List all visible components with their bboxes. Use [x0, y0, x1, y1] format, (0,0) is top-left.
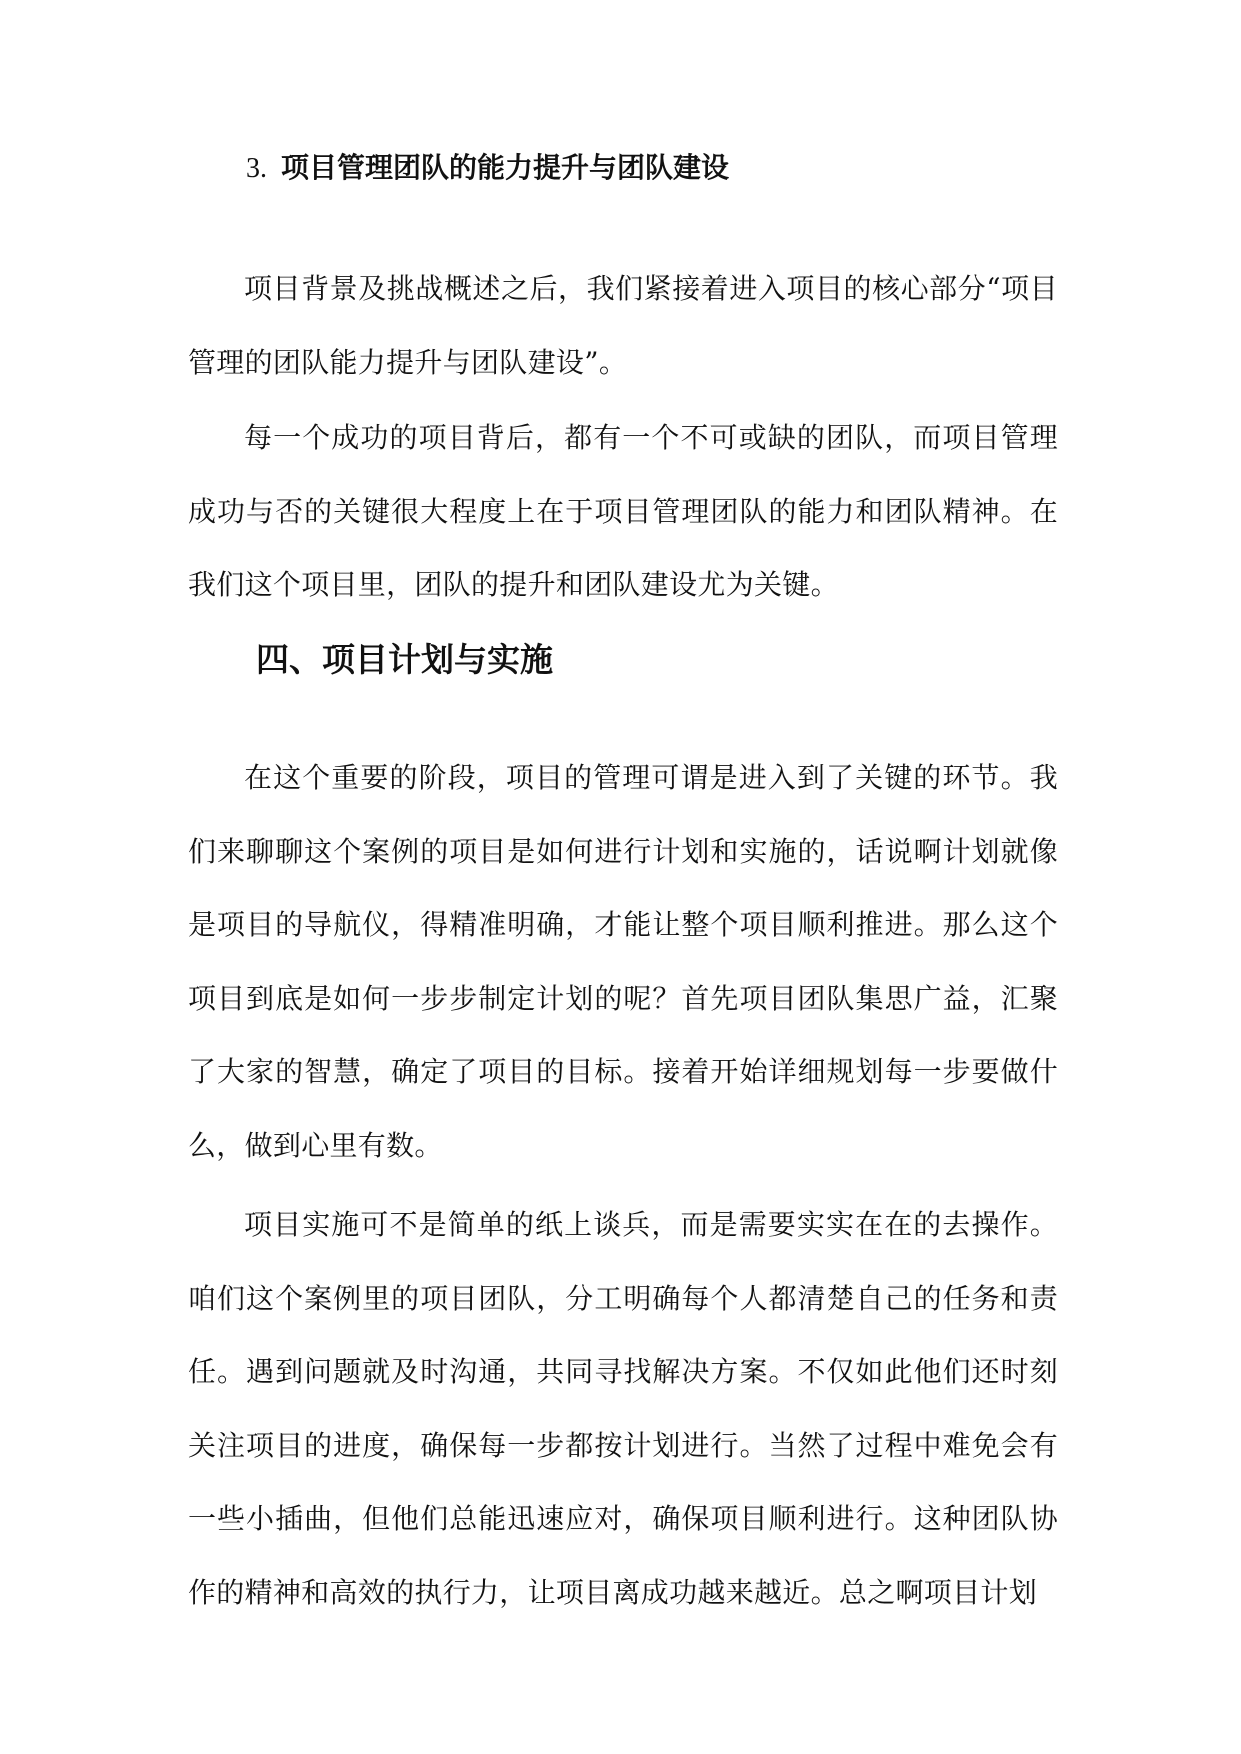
- paragraph-team: 每一个成功的项目背后，都有一个不可或缺的团队，而项目管理成功与否的关键很大程度上在于项目管理团队的能力和团队精神。在我们这个项目里，团队的提升和团队建设尤为关键。: [188, 421, 1058, 601]
- paragraph-intro: 项目背景及挑战概述之后，我们紧接着进入项目的核心部分“项目管理的团队能力提升与团队建设”。: [188, 272, 1058, 379]
- section-title: 项目管理团队的能力提升与团队建设: [281, 151, 730, 184]
- section-number: 3.: [246, 153, 267, 184]
- paragraph-implementation: 项目实施可不是简单的纸上谈兵，而是需要实实在在的去操作。咱们这个案例里的项目团队，分工明确每个人都清楚自己的任务和责任。遇到问题就及时沟通，共同寻找解决方案。不仅如此他们还时刻关注项目的进度，确保每一步都按计划进行。当然了过程中难免会有一些小插曲，但他们总能迅速应对，确保项目顺利进行。这种团队协作的精神和高效的执行力，让项目离成功越来越近。总之啊项目计划: [188, 1208, 1058, 1609]
- paragraph-planning: 在这个重要的阶段，项目的管理可谓是进入到了关键的环节。我们来聊聊这个案例的项目是如何进行计划和实施的，话说啊计划就像是项目的导航仪，得精准明确，才能让整个项目顺利推进。那么这个项目到底是如何一步步制定计划的呢？首先项目团队集思广益，汇聚了大家的智慧，确定了项目的目标。接着开始详细规划每一步要做什么，做到心里有数。: [188, 761, 1058, 1162]
- section-heading-3: [246, 148, 729, 189]
- chapter-heading-4: 四、项目计划与实施: [256, 640, 553, 679]
